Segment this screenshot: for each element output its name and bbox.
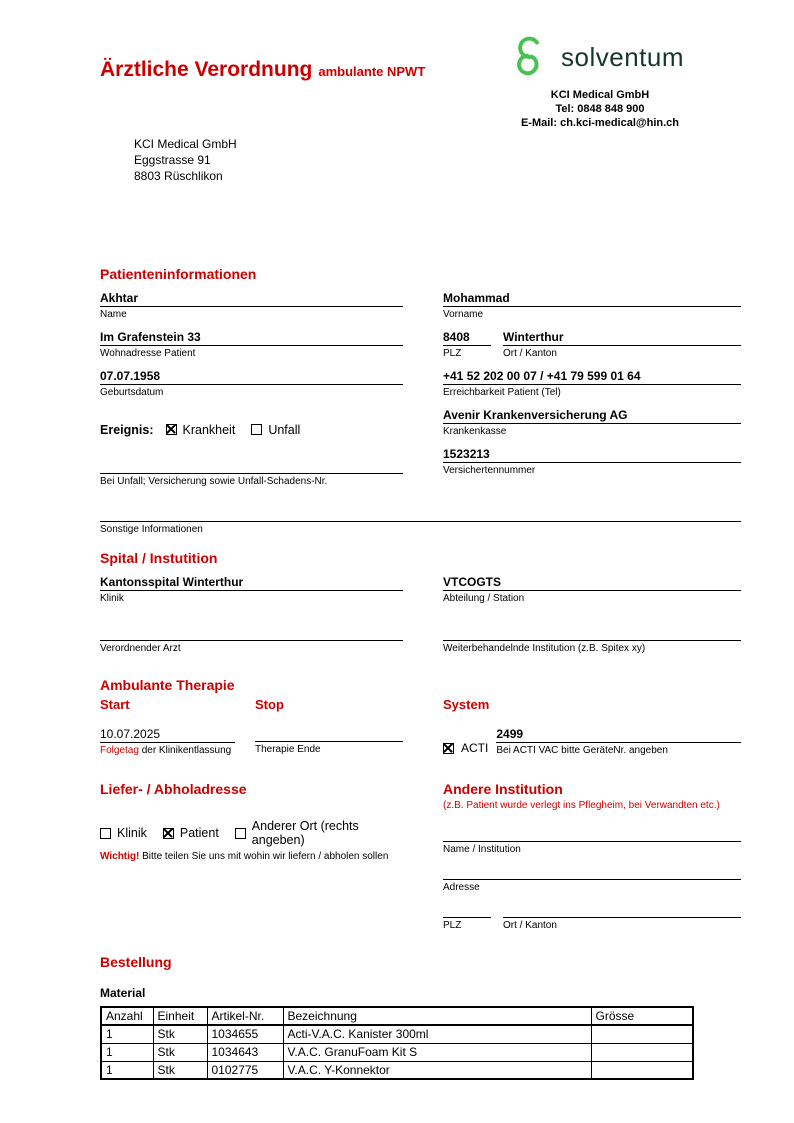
therapie-system [443, 697, 741, 765]
sender-address [134, 136, 237, 184]
field-andere-ort-value [503, 902, 741, 918]
cell-groesse [591, 1025, 693, 1043]
col-header-anzahl: Anzahl [101, 1007, 153, 1025]
field-start-label-rest: der Klinikentlassung [138, 745, 232, 756]
therapie-start [100, 697, 235, 765]
field-start [100, 726, 235, 757]
field-arzt-value [100, 625, 403, 641]
page-title [100, 58, 425, 82]
cell-einheit: Stk [153, 1025, 207, 1043]
field-andere-adresse-label: Adresse [443, 882, 480, 893]
document-subtitle: ambulante NPWT [318, 64, 426, 79]
field-ort-value: Winterthur [503, 329, 741, 346]
field-weiterbehandelnd [443, 625, 741, 655]
field-geraetenr-label: Bei ACTI VAC bitte GeräteNr. angeben [496, 745, 668, 756]
solventum-s-icon [510, 34, 556, 80]
field-abteilung-value: VTCOGTS [443, 574, 741, 591]
field-andere-plz-value [443, 902, 491, 918]
start-heading: Start [100, 697, 130, 712]
field-geburtsdatum-value: 07.07.1958 [100, 368, 403, 385]
sender-line2: Eggstrasse 91 [134, 153, 211, 167]
field-telefon-label: Erreichbarkeit Patient (Tel) [443, 387, 561, 398]
field-unfall-nr-value [100, 458, 403, 474]
contact-email: E-Mail: ch.kci-medical@hin.ch [520, 117, 680, 129]
acti-label: ACTI [461, 741, 489, 755]
andere-subnote: (z.B. Patient wurde verlegt ins Pflegheim, bei Verwandten etc.) [443, 800, 720, 811]
section-heading-patient: Patienteninformationen [100, 266, 257, 282]
field-weiterbehandelnd-label: Weiterbehandelnde Institution (z.B. Spitex xy) [443, 643, 646, 654]
cell-groesse [591, 1043, 693, 1061]
field-geburtsdatum-label: Geburtsdatum [100, 387, 164, 398]
field-geraetenr [496, 726, 741, 757]
document-title: Ärztliche Verordnung [100, 58, 313, 81]
material-table [100, 1006, 694, 1080]
contact-company: KCI Medical GmbH [550, 89, 650, 101]
col-header-artikel: Artikel-Nr. [207, 1007, 283, 1025]
field-krankenkasse-value: Avenir Krankenversicherung AG [443, 407, 741, 424]
field-klinik [100, 574, 403, 605]
liefer-note [100, 851, 403, 863]
field-wohnadresse-value: Im Grafenstein 33 [100, 329, 403, 346]
field-klinik-label: Klinik [100, 593, 124, 604]
field-ort [503, 329, 741, 360]
liefer-section [100, 781, 403, 940]
field-krankenkasse-label: Krankenkasse [443, 426, 507, 437]
cell-bezeichnung: Acti-V.A.C. Kanister 300ml [283, 1025, 591, 1043]
field-wohnadresse-label: Wohnadresse Patient [100, 348, 196, 359]
field-andere-ort-label: Ort / Kanton [503, 920, 557, 931]
table-row [101, 1061, 693, 1079]
liefer-options-row [100, 819, 403, 847]
field-vorname-value: Mohammad [443, 290, 741, 307]
field-start-label-red: Folgetag [100, 745, 139, 756]
field-versichertennummer [443, 446, 741, 488]
field-klinik-value: Kantonsspital Winterthur [100, 574, 403, 591]
material-table-header-row [101, 1007, 693, 1025]
cell-anzahl: 1 [101, 1025, 153, 1043]
field-geraetenr-value: 2499 [496, 726, 741, 743]
cell-artikel: 1034643 [207, 1043, 283, 1061]
system-checkbox-row [443, 741, 488, 757]
section-heading-bestellung: Bestellung [100, 954, 172, 970]
field-start-value: 10.07.2025 [100, 726, 235, 743]
field-stop-value [255, 726, 403, 742]
field-arzt-label: Verordnender Arzt [100, 643, 181, 654]
field-telefon [443, 368, 741, 399]
field-name [100, 290, 403, 321]
field-name-label: Name [100, 309, 127, 320]
section-heading-liefer: Liefer- / Abholadresse [100, 781, 247, 797]
solventum-wordmark: solventum [561, 41, 684, 72]
field-unfall-nr-label: Bei Unfall; Versicherung sowie Unfall-Schadens-Nr. [100, 476, 328, 487]
field-wohnadresse [100, 329, 403, 360]
material-subheading: Material [100, 986, 146, 1000]
liefer-note-red: Wichtig! [100, 851, 140, 862]
field-arzt [100, 625, 403, 655]
col-header-bezeichnung: Bezeichnung [283, 1007, 591, 1025]
cell-einheit: Stk [153, 1043, 207, 1061]
field-geburtsdatum [100, 368, 403, 399]
field-name-value: Akhtar [100, 290, 403, 307]
table-row [101, 1043, 693, 1061]
therapie-stop [255, 697, 403, 765]
sender-line3: 8803 Rüschlikon [134, 169, 223, 183]
field-stop [255, 726, 403, 756]
field-krankenkasse [443, 407, 741, 438]
cell-artikel: 0102775 [207, 1061, 283, 1079]
krankheit-label: Krankheit [182, 422, 236, 437]
cell-groesse [591, 1061, 693, 1079]
patient-option-label: Patient [179, 826, 219, 840]
table-row [101, 1025, 693, 1043]
field-versichertennummer-value: 1523213 [443, 446, 741, 463]
cell-anzahl: 1 [101, 1043, 153, 1061]
solventum-logo [492, 34, 702, 80]
field-plz-value: 8408 [443, 329, 491, 346]
ereignis-row [100, 413, 403, 446]
unfall-label: Unfall [268, 422, 301, 437]
field-sonstige-label: Sonstige Informationen [100, 524, 203, 535]
col-header-einheit: Einheit [153, 1007, 207, 1025]
section-heading-andere: Andere Institution [443, 781, 563, 797]
field-start-label [100, 743, 235, 757]
anderer-ort-checkbox [235, 828, 246, 839]
contact-block [470, 88, 730, 130]
cell-bezeichnung: V.A.C. Y-Konnektor [283, 1061, 591, 1079]
field-andere-name-value [443, 826, 741, 842]
section-heading-therapie: Ambulante Therapie [100, 677, 235, 693]
cell-einheit: Stk [153, 1061, 207, 1079]
field-andere-adresse [443, 864, 741, 894]
field-abteilung-label: Abteilung / Station [443, 593, 525, 604]
klinik-checkbox [100, 828, 111, 839]
field-andere-name [443, 826, 741, 856]
field-plz [443, 329, 491, 360]
field-abteilung [443, 574, 741, 605]
ereignis-label: Ereignis: [100, 422, 154, 437]
acti-checkbox [443, 743, 454, 754]
field-sonstige-value [100, 496, 741, 522]
stop-heading: Stop [255, 697, 284, 712]
field-plz-label: PLZ [443, 348, 462, 359]
unfall-checkbox [251, 424, 262, 435]
contact-tel: Tel: 0848 848 900 [555, 103, 645, 115]
field-andere-plz [443, 902, 491, 932]
col-header-groesse: Grösse [591, 1007, 693, 1025]
section-heading-spital: Spital / Instutition [100, 550, 218, 566]
field-versichertennummer-label: Versichertennummer [443, 465, 536, 476]
field-vorname-label: Vorname [443, 309, 484, 320]
field-stop-label: Therapie Ende [255, 744, 321, 755]
field-andere-name-label: Name / Institution [443, 844, 521, 855]
system-heading: System [443, 697, 490, 712]
field-andere-adresse-value [443, 864, 741, 880]
liefer-note-rest: Bitte teilen Sie uns mit wohin wir liefern / abholen sollen [139, 851, 389, 862]
field-andere-plz-label: PLZ [443, 920, 462, 931]
field-telefon-value: +41 52 202 00 07 / +41 79 599 01 64 [443, 368, 741, 385]
cell-anzahl: 1 [101, 1061, 153, 1079]
klinik-option-label: Klinik [117, 826, 147, 840]
patient-checkbox [163, 828, 174, 839]
field-andere-ort [503, 902, 741, 932]
anderer-ort-option-label: Anderer Ort (rechts angeben) [251, 819, 359, 847]
andere-institution-section [443, 781, 741, 940]
field-sonstige [100, 496, 741, 536]
field-unfall-nr [100, 458, 403, 488]
krankheit-checkbox [166, 424, 177, 435]
field-ort-label: Ort / Kanton [503, 348, 557, 359]
cell-artikel: 1034655 [207, 1025, 283, 1043]
cell-bezeichnung: V.A.C. GranuFoam Kit S [283, 1043, 591, 1061]
field-weiterbehandelnd-value [443, 625, 741, 641]
field-vorname [443, 290, 741, 321]
sender-line1: KCI Medical GmbH [134, 137, 237, 151]
